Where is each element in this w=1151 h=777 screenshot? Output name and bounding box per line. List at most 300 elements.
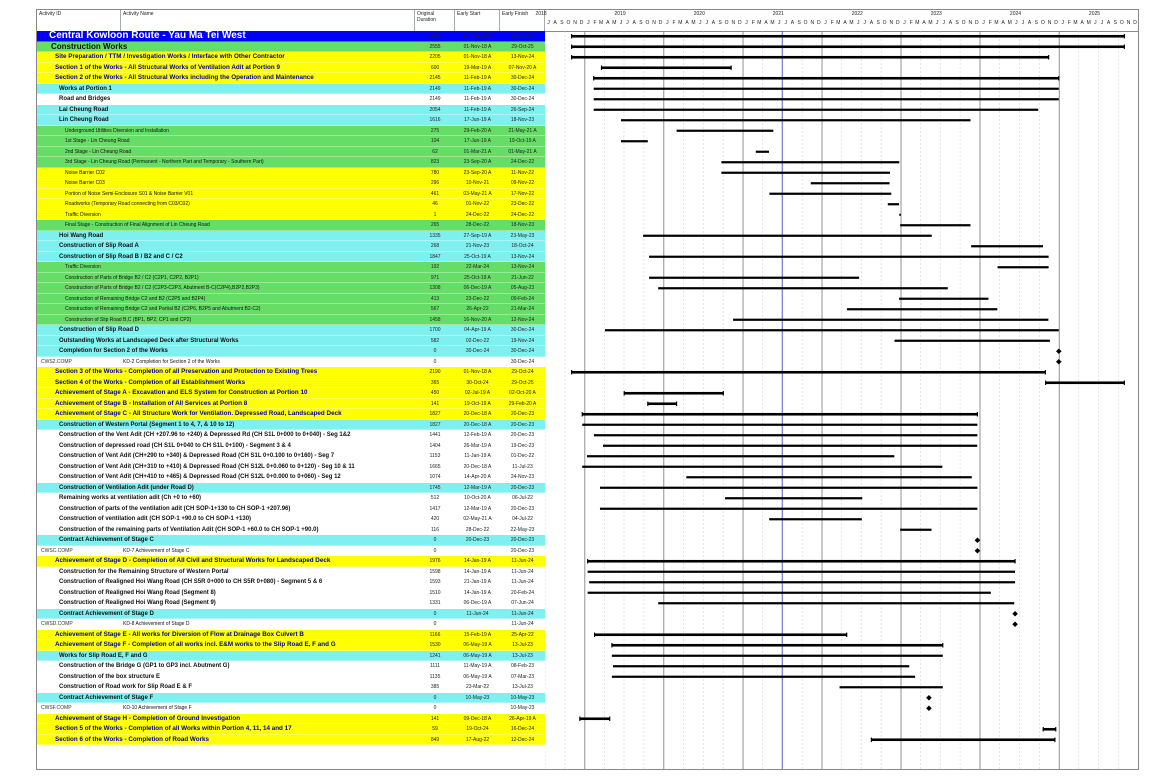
early-start: 12-Mar-19 A	[463, 484, 492, 491]
early-start: 28-Dec-22	[465, 222, 490, 228]
gantt-bar	[733, 319, 1048, 321]
col-activity-id[interactable]: Activity ID	[37, 10, 121, 31]
month-label: M	[994, 20, 999, 26]
table-row[interactable]	[37, 567, 545, 578]
early-start: 27-Sep-19 A	[463, 232, 492, 239]
early-start: 01-Nov-18 A	[463, 43, 492, 50]
activity-name: Construction of Slip Road D	[59, 327, 139, 333]
gantt-bar	[847, 308, 997, 310]
early-start: 11-Feb-19 A	[463, 75, 492, 81]
original-duration: 62	[432, 148, 438, 155]
early-finish: 26-Apr-19 A	[509, 715, 536, 722]
month-label: O	[1119, 20, 1124, 26]
bar-end-tick	[1048, 55, 1049, 59]
original-duration: 780	[430, 169, 440, 176]
early-start: 11-Jan-19 A	[464, 453, 491, 459]
early-finish: 01-Dec-22	[510, 453, 535, 459]
table-row[interactable]	[37, 609, 545, 620]
bar-end-tick	[1124, 381, 1125, 385]
bar-end-tick	[1124, 34, 1125, 38]
early-finish: 24-Dec-22	[510, 211, 535, 218]
table-row[interactable]	[37, 525, 545, 536]
activity-name: Traffic Diversion	[65, 264, 101, 270]
activity-name: Section 1 of the Works - All Structural Works of Ventilation Adit at Portion 9	[55, 63, 280, 71]
table-row[interactable]	[37, 556, 545, 567]
table-row[interactable]	[37, 598, 545, 609]
col-activity-name[interactable]: Activity Name	[121, 10, 415, 31]
year-label: 2019	[614, 11, 626, 17]
gantt-bar	[998, 266, 1049, 268]
table-row[interactable]	[37, 714, 545, 725]
month-label: F	[830, 20, 834, 26]
table-row[interactable]	[37, 483, 545, 494]
early-finish: 30-Dec-24	[510, 85, 535, 92]
month-label: D	[738, 20, 742, 26]
original-duration: 0	[433, 358, 437, 365]
activity-name: Construction of the Bridge G (GP1 to GP3 incl. Abutment G)	[59, 663, 230, 669]
original-duration: 1616	[429, 117, 441, 123]
gantt-bar	[649, 277, 859, 279]
early-start: 17-Aug-22	[465, 736, 490, 743]
original-duration: 0	[433, 610, 437, 617]
early-start: 23-Sep-20 A	[463, 159, 492, 165]
early-finish: 10-May-23	[510, 705, 535, 711]
table-row[interactable]	[37, 136, 545, 147]
month-label: A	[553, 20, 557, 26]
col-original-duration[interactable]: Original Duration	[415, 10, 455, 31]
early-start: 23-Sep-20 A	[463, 169, 492, 176]
early-start: 10-Nov-21	[465, 180, 490, 186]
original-duration: 1827	[429, 421, 441, 428]
gantt-bar	[769, 518, 862, 520]
month-label: S	[876, 20, 880, 26]
table-row[interactable]	[37, 147, 545, 158]
table-row[interactable]	[37, 273, 545, 284]
table-row[interactable]	[37, 514, 545, 525]
table-row[interactable]	[37, 357, 545, 368]
month-label: A	[685, 20, 689, 26]
gantt-bar	[572, 45, 1125, 48]
table-row[interactable]	[37, 231, 545, 242]
month-label: J	[1021, 20, 1025, 26]
bar-end-tick	[609, 717, 610, 721]
table-row[interactable]	[37, 63, 545, 74]
early-finish: 06-Jul-22	[512, 495, 533, 501]
bar-end-tick	[731, 66, 732, 70]
year-label: 2021	[772, 11, 784, 17]
month-label: S	[797, 20, 801, 26]
month-label: N	[1126, 20, 1131, 26]
activity-name: Construction of the Vent Adit (CH +207.96 to +240) & Depressed Rd (CH S1L 0+000 to 0+040) - Seg 1&2	[59, 432, 351, 438]
month-label: A	[764, 20, 768, 26]
activity-id: CWSD.COMP	[41, 621, 73, 627]
bar-end-tick	[571, 55, 572, 59]
early-start: 04-Apr-19 A	[464, 327, 491, 333]
month-label: J	[698, 20, 702, 26]
original-duration: 0	[433, 537, 437, 543]
month-label: D	[895, 20, 900, 26]
month-label: J	[619, 20, 623, 26]
table-row[interactable]	[37, 577, 545, 588]
early-start: 10-Oct-20 A	[464, 495, 491, 501]
bar-end-tick	[1055, 727, 1056, 731]
milestone-diamond	[926, 705, 932, 711]
original-duration: 1510	[429, 589, 441, 596]
table-row[interactable]	[37, 703, 545, 714]
activity-name: Section 5 of the Works - Completion of all Works within Portion 4, 11, 14 and 17	[55, 725, 292, 732]
early-finish: 09-Feb-24	[510, 295, 535, 302]
gantt-bar	[582, 424, 977, 426]
early-start	[455, 357, 500, 367]
col-early-finish[interactable]: Early Finish	[500, 10, 545, 31]
gantt-bar	[871, 738, 1055, 741]
table-row[interactable]	[37, 409, 545, 420]
month-label: O	[961, 20, 966, 26]
gantt-bar	[594, 88, 1059, 90]
activity-name: Construction of Western Portal (Segment 1 to 4, 7, & 10 to 12)	[59, 421, 235, 428]
month-label: N	[968, 20, 973, 26]
table-row[interactable]	[37, 105, 545, 116]
original-duration: 1593	[429, 579, 441, 585]
month-label: D	[579, 20, 584, 26]
early-finish: 30-Dec-24	[510, 358, 535, 365]
table-row[interactable]	[37, 630, 545, 641]
early-finish: 10-May-23	[510, 694, 535, 701]
table-row[interactable]	[37, 378, 545, 389]
original-duration: 104	[430, 138, 440, 144]
month-label: M	[598, 20, 604, 26]
table-row[interactable]	[37, 462, 545, 473]
original-duration: 1241	[429, 652, 441, 659]
original-duration: 2190	[429, 369, 441, 375]
table-row[interactable]	[37, 441, 545, 452]
month-label: J	[824, 20, 827, 26]
early-finish: 13-Nov-24	[510, 253, 535, 260]
bar-end-tick	[723, 391, 724, 395]
original-duration: 141	[430, 715, 440, 722]
table-row[interactable]	[37, 220, 545, 231]
activity-name: Achievement of Stage F - Completion of all works incl. E&M works to the Slip Road E, F and G	[55, 641, 336, 648]
activity-id: CWSF.COMP	[41, 705, 72, 711]
table-row[interactable]	[37, 588, 545, 599]
early-start: 19-Oct-24	[466, 726, 489, 732]
table-row[interactable]	[37, 693, 545, 704]
early-start: 06-May-19 A	[463, 673, 492, 680]
original-duration: 512	[430, 495, 440, 501]
table-row[interactable]	[37, 126, 545, 137]
early-start: 11-Jun-24	[466, 610, 489, 617]
gantt-bar	[756, 151, 769, 153]
gantt-bar	[605, 329, 1059, 331]
table-row[interactable]	[37, 546, 545, 557]
month-label: A	[843, 20, 847, 26]
gantt-bar	[612, 655, 943, 657]
table-row[interactable]	[37, 315, 545, 326]
activity-id: CWSC.COMP	[41, 547, 73, 554]
month-label: M	[770, 20, 775, 26]
original-duration: 2145	[429, 75, 441, 81]
early-finish: 29-Feb-20 A	[508, 400, 537, 407]
gantt-bar	[899, 298, 988, 300]
table-row[interactable]	[37, 325, 545, 336]
bar-end-tick	[611, 643, 612, 647]
month-label: J	[856, 20, 860, 26]
original-duration: 0	[433, 547, 437, 554]
gantt-bar	[572, 56, 1049, 59]
month-label: F	[1067, 20, 1071, 26]
month-label: M	[757, 20, 762, 26]
early-start: 14-Jan-19 A	[464, 589, 491, 596]
month-label: J	[705, 20, 708, 26]
gantt-chart	[545, 31, 1138, 769]
original-duration: 1976	[429, 558, 441, 564]
activity-name: Construction of Realigned Hoi Wang Road (CH S5R 0+000 to CH S5R 0+080) - Segment 5 & 6	[59, 579, 323, 585]
month-label: O	[1040, 20, 1045, 26]
gantt-bar	[588, 571, 1015, 573]
gantt-bar	[900, 529, 931, 531]
month-label: J	[1061, 20, 1064, 26]
early-start: 25-Oct-19 A	[464, 253, 491, 260]
table-row[interactable]	[37, 451, 545, 462]
activity-name: Central Kowloon Route - Yau Ma Tei West	[49, 31, 246, 41]
table-row[interactable]	[37, 210, 545, 221]
table-row[interactable]	[37, 178, 545, 189]
table-row[interactable]	[37, 651, 545, 662]
table-row[interactable]	[37, 262, 545, 273]
activity-name: Hoi Wang Road	[59, 232, 104, 239]
early-finish: 30-Dec-24	[510, 96, 535, 102]
early-start: 19-Mar-19 A	[463, 64, 492, 71]
original-duration: 2555	[429, 33, 441, 39]
early-start: 11-Feb-19 A	[463, 85, 492, 92]
activity-name: Section 2 of the Works - All Structural Works including the Operation and Maintenance	[55, 74, 314, 81]
gantt-bar	[594, 434, 978, 436]
early-start: 01-Nov-22	[465, 201, 490, 207]
month-label: J	[1015, 20, 1018, 26]
table-row[interactable]	[37, 84, 545, 95]
header	[37, 10, 1138, 32]
table-row[interactable]	[37, 346, 545, 357]
original-duration: 0	[433, 348, 437, 354]
month-label: F	[909, 20, 913, 26]
activity-name: Roadworks (Temporary Road connecting from C03/C02)	[65, 201, 190, 207]
original-duration: 450	[430, 390, 440, 396]
gantt-bar	[1046, 381, 1125, 384]
early-finish: 18-Nov-23	[510, 222, 535, 228]
early-finish: 30-Dec-24	[510, 75, 535, 81]
early-start: 25-Oct-19 A	[464, 274, 491, 281]
early-finish: 07-Mar-23	[510, 673, 535, 680]
bar-end-tick	[977, 412, 978, 416]
activity-name: Construction of Remaining Bridge C2 and B2 (C2P5 and B2P4)	[65, 295, 206, 302]
month-label: A	[711, 20, 716, 26]
early-finish: 13-Jul-23	[512, 652, 533, 659]
table-row[interactable]	[37, 430, 545, 441]
gantt-bar	[900, 224, 970, 226]
table-row[interactable]	[37, 724, 545, 735]
early-finish: 11-Jun-24	[511, 621, 534, 627]
table-row[interactable]	[37, 493, 545, 504]
original-duration: 0	[433, 705, 437, 711]
activity-name: Construction of Parts of Bridge B2 / C2 (C2P1, C2P2, B2P1)	[65, 274, 199, 281]
activity-name: Traffic Diversion	[65, 211, 101, 218]
activity-name: KD-7 Achievement of Stage C	[123, 547, 190, 554]
table-row[interactable]	[37, 241, 545, 252]
table-row[interactable]	[37, 735, 545, 746]
table-row[interactable]	[37, 283, 545, 294]
activity-name: KD-10 Achievement of Stage F	[123, 705, 192, 711]
table-row[interactable]	[37, 535, 545, 546]
early-finish: 26-Sep-24	[510, 106, 535, 113]
original-duration: 1111	[429, 663, 440, 669]
activity-name: Construction of Vent Adit (CH+310 to +410) & Depressed Road (CH S12L 0+0.060 to 0+120) - Seg 10 & 11	[59, 463, 355, 470]
early-finish: 09-Nov-22	[510, 180, 535, 186]
table-row[interactable]	[37, 294, 545, 305]
table-row[interactable]	[37, 189, 545, 200]
early-finish: 11-Jun-24	[511, 579, 534, 585]
table-row[interactable]	[37, 73, 545, 84]
milestone-diamond	[1056, 359, 1062, 365]
early-finish: 12-Dec-24	[510, 736, 535, 743]
activity-name: Construction of Remaining Bridge C2 and Partial B2 (C2P6, B2P5 and Abutment B2-C2)	[65, 306, 261, 312]
original-duration: 1153	[429, 453, 441, 459]
original-duration: 0	[433, 694, 437, 701]
table-row[interactable]	[37, 420, 545, 431]
table-row[interactable]	[37, 252, 545, 263]
month-label: J	[626, 20, 629, 26]
activity-name: Achievement of Stage A - Excavation and ELS System for Construction at Portion 10	[55, 389, 308, 396]
table-row[interactable]	[37, 52, 545, 63]
early-start: 01-Nov-18 A	[463, 54, 492, 60]
gantt-bar	[725, 497, 862, 499]
early-start: 06-May-19 A	[463, 642, 492, 648]
month-label: J	[777, 20, 781, 26]
activity-name: 2nd Stage - Lin Cheung Road	[65, 148, 132, 155]
table-row[interactable]	[37, 472, 545, 483]
gantt-layout	[36, 9, 1139, 770]
original-duration: 46	[432, 201, 438, 207]
table-row[interactable]	[37, 336, 545, 347]
gantt-bar	[895, 340, 1050, 342]
original-duration: 1	[433, 211, 437, 218]
month-label: M	[1073, 20, 1078, 26]
early-finish: 16-Dec-24	[510, 726, 535, 732]
table-row[interactable]	[37, 42, 545, 53]
bar-end-tick	[871, 738, 872, 742]
table-row[interactable]	[37, 199, 545, 210]
table-row[interactable]	[37, 157, 545, 168]
table-row[interactable]	[37, 672, 545, 683]
bar-end-tick	[676, 402, 677, 406]
table-row[interactable]	[37, 388, 545, 399]
gantt-bar	[594, 77, 1059, 80]
table-row[interactable]	[37, 168, 545, 179]
early-finish: 20-Feb-24	[510, 589, 535, 596]
table-row[interactable]	[37, 31, 545, 42]
col-early-start[interactable]: Early Start	[455, 10, 500, 31]
month-label: N	[889, 20, 894, 26]
early-start: 12-Feb-19 A	[463, 432, 492, 438]
milestone-diamond	[1012, 611, 1018, 617]
early-finish: 29-Oct-25	[511, 43, 534, 50]
gantt-bar	[971, 245, 1043, 247]
original-duration: 365	[430, 379, 440, 386]
gantt-bar	[587, 455, 894, 457]
original-duration: 1700	[429, 327, 441, 333]
original-duration: 2054	[429, 106, 441, 113]
table-row[interactable]	[37, 304, 545, 315]
month-label: J	[547, 20, 550, 26]
gantt-bar	[600, 487, 977, 489]
year-label: 2024	[1009, 11, 1022, 17]
timeline-header	[535, 10, 1138, 31]
table-row[interactable]	[37, 399, 545, 410]
original-duration: 600	[430, 64, 440, 71]
month-label: O	[724, 20, 729, 26]
early-start: 29-Feb-20 A	[463, 127, 492, 134]
activity-name: Construction of Vent Adit (CH+410 to +465) & Depressed Road (CH S12L 0+0.000 to 0+060) - Seg 12	[59, 474, 341, 480]
early-start: 21-Nov-23	[465, 243, 490, 249]
original-duration: 1847	[429, 253, 441, 260]
month-label: F	[593, 20, 597, 26]
month-label: A	[790, 20, 795, 26]
bar-end-tick	[1045, 370, 1046, 374]
table-row[interactable]	[37, 661, 545, 672]
bar-end-tick	[846, 633, 847, 637]
early-start: 01-Mar-21 A	[463, 148, 492, 155]
table-row[interactable]	[37, 640, 545, 651]
activity-name: Construction of Parts of Bridge B2 / C2 (C2P3-C2P3, Abutment B-C(C2P4),B2P2,B2P3)	[65, 285, 260, 291]
bar-end-tick	[942, 643, 943, 647]
bar-end-tick	[582, 412, 583, 416]
table-row[interactable]	[37, 115, 545, 126]
original-duration: 2149	[429, 85, 441, 92]
activity-name: Contract Achievement of Stage C	[59, 537, 154, 543]
gantt-bar	[677, 130, 774, 132]
original-duration: 823	[430, 159, 440, 165]
month-label: A	[1027, 20, 1032, 26]
bar-end-tick	[647, 402, 648, 406]
month-label: F	[672, 20, 676, 26]
early-start: 16-Nov-20 A	[463, 316, 492, 323]
table-row[interactable]	[37, 367, 545, 378]
activity-name: Construction of Road work for Slip Road E & F	[59, 684, 192, 690]
month-label: A	[869, 20, 874, 26]
activity-name: Achievement of Stage B - Installation of All Services at Portion 8	[55, 399, 248, 407]
activity-name: Construction of depressed road (CH S1L 0+040 to CH S1L 0+100) - Segment 3 & 4	[59, 442, 291, 449]
month-label: J	[863, 20, 866, 26]
gantt-bar	[582, 413, 977, 416]
early-finish: 20-Dec-23	[510, 484, 535, 491]
table-row[interactable]	[37, 682, 545, 693]
original-duration: 116	[431, 526, 439, 533]
milestone-diamond	[1012, 621, 1018, 627]
table-row[interactable]	[37, 504, 545, 515]
activity-name: Contract Achievement of Stage D	[59, 610, 154, 617]
original-duration: 461	[430, 190, 440, 197]
early-start: 23-Mar-22	[465, 684, 490, 690]
month-label: S	[1034, 20, 1038, 26]
gantt-bar	[648, 402, 677, 405]
early-finish: 19-Dec-23	[510, 442, 535, 449]
table-row[interactable]	[37, 94, 545, 105]
bar-end-tick	[579, 717, 580, 721]
month-label: J	[587, 20, 590, 26]
activity-name: Construction of Ventilation Adit (under Road D)	[59, 484, 194, 491]
early-start: 10-May-23	[465, 694, 490, 701]
early-finish: 18-Oct-24	[511, 243, 534, 249]
table-row[interactable]	[37, 619, 545, 630]
